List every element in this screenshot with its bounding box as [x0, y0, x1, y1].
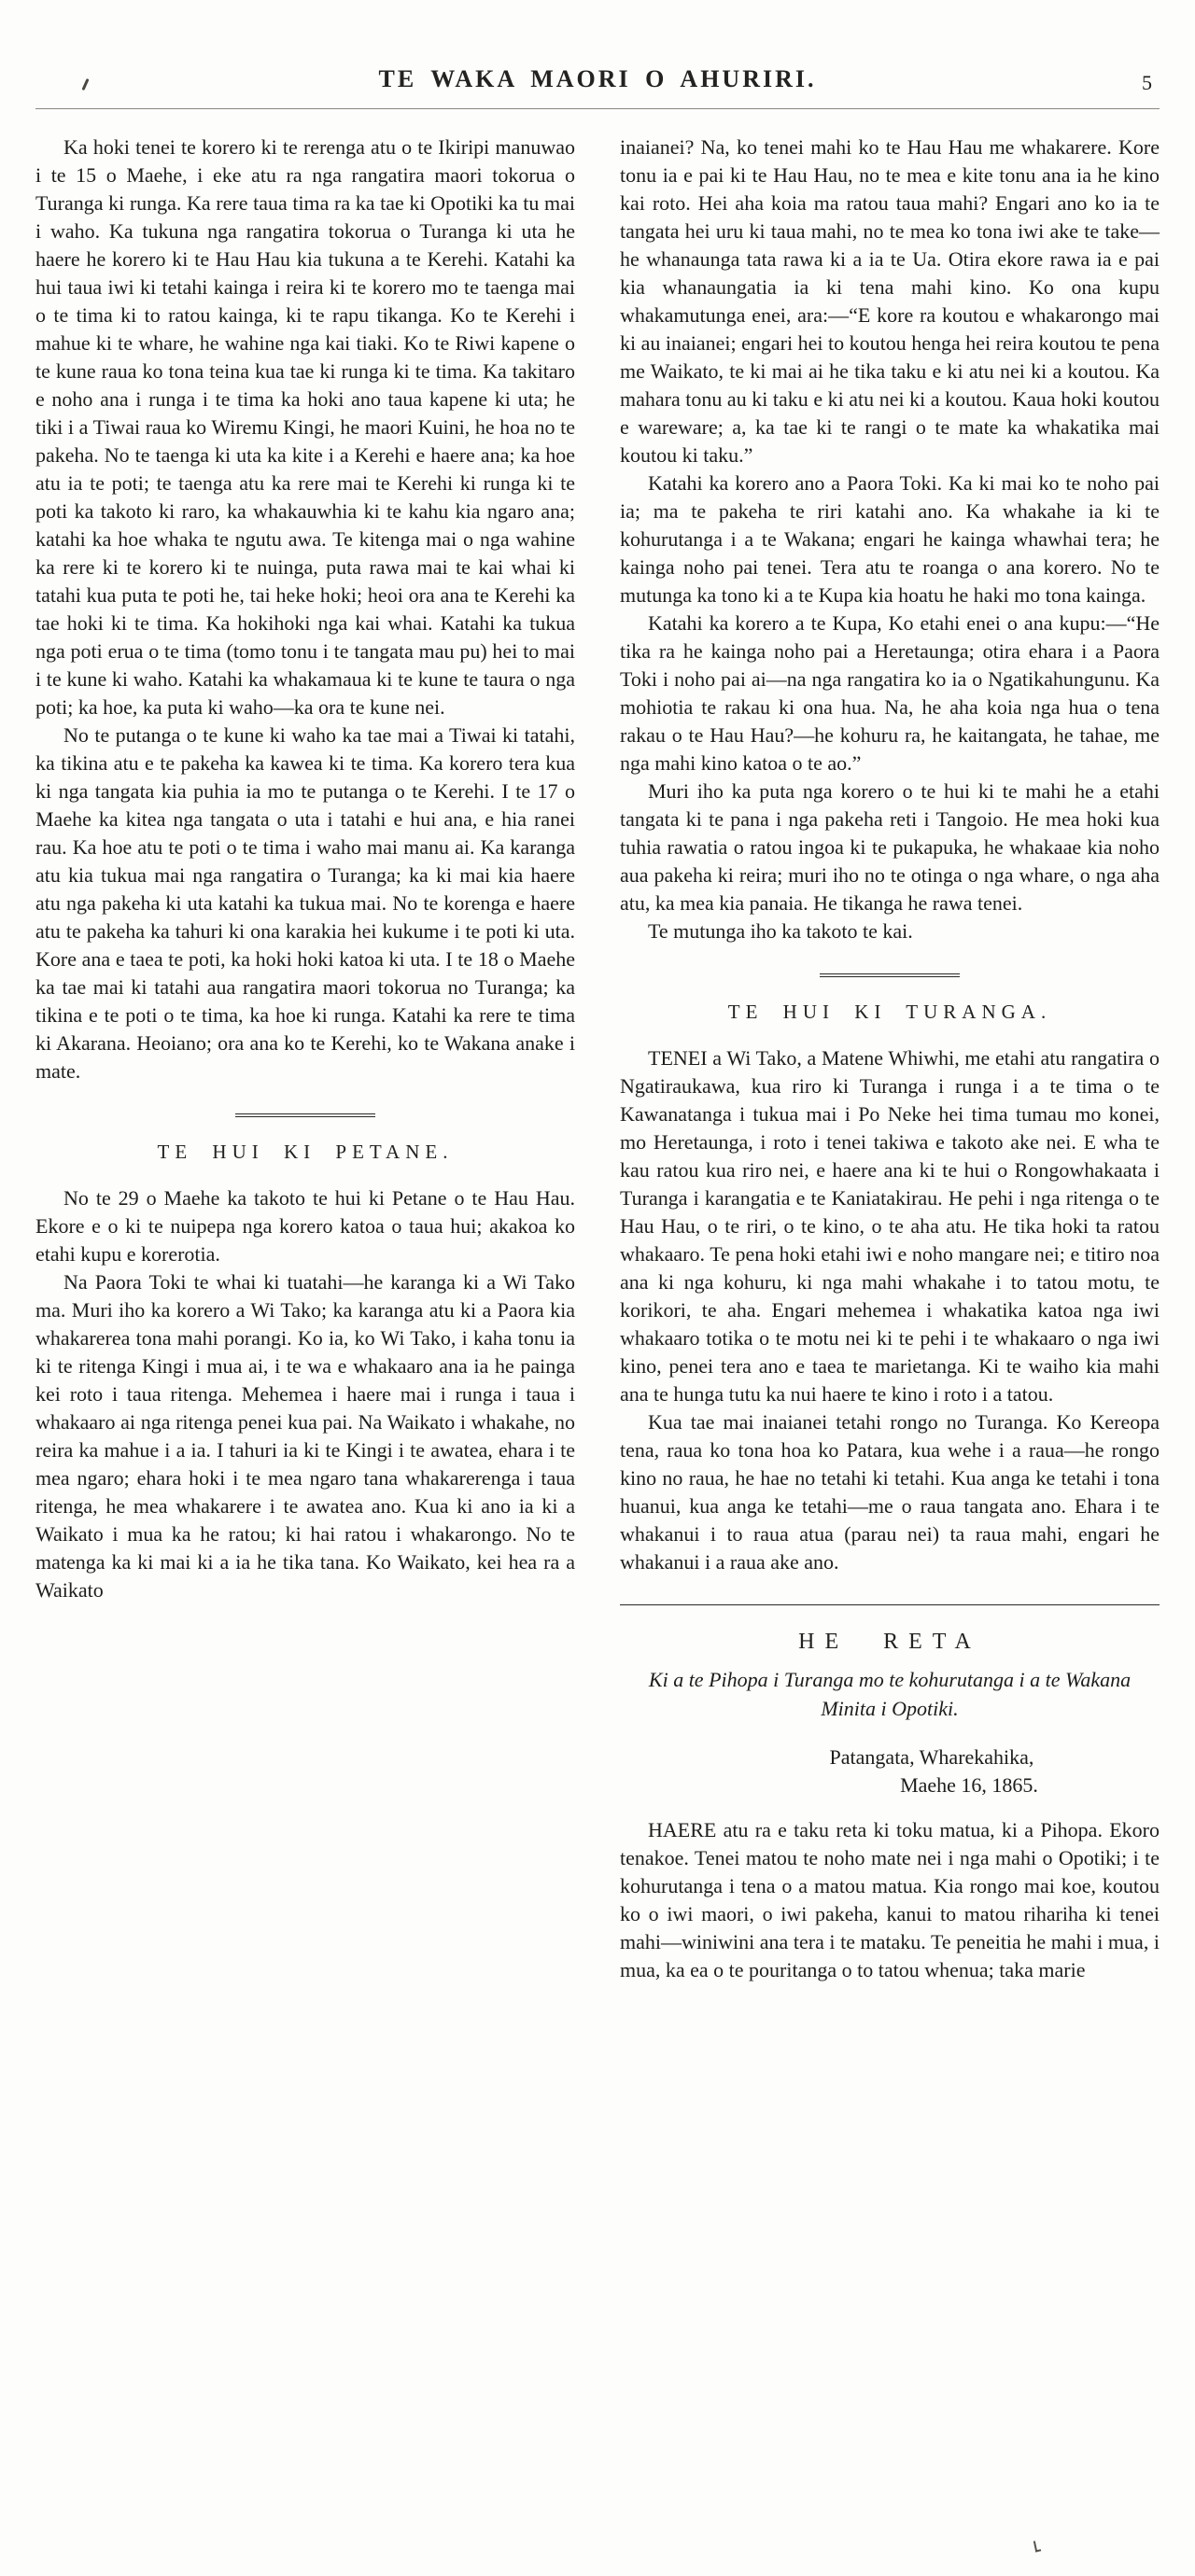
paragraph: No te putanga o te kune ki waho ka tae mai a Tiwai ki tatahi, ka tikina atu e te pakeha ka kawea ki te tima. Ka korero tera kua ki nga tangata kia puhia ia mo te putanga o te Kerehi. I te 17 o Maehe ka kitea nga tangata o uta i tatahi e hui ana, e hia ranei rau. Ka hoe atu te poti o te tima i waho mai manu ai. Ka karanga atu kia tukua mai nga rangatira o Turanga; ka ki mai kia haere atu nga pakeha ki uta katahi ka tukua mai. No te korenga e haere atu te pakeha ka tahuri ki ona karakia hei kukume i te poti ki uta. Kore ana e taea te poti, ka hoki hoki katoa ki uta. I te 18 o Maehe ka tae mai ki tatahi aua rangatira maori tokorua no Turanga; ka tikina e te poti o te tima, ka hoe ki runga. Katahi ka rere te tima ki Akarana. Heoiano; ora ana ko te Kerehi, ko te Wakana anake i mate.	[35, 723, 575, 1083]
paragraph: Muri iho ka puta nga korero o te hui ki te mahi he a etahi tangata ki te pana i nga pakeha reti i Tangoio. He mea hoki kua tuhia rawatia o ratou ingoa ki te pukapuka, he whakaae kia noho aua pakeha ki reira; muri iho no te otinga o nga whare, o nga aha atu, ka mea kia panaia. He tikanga he rawa tenei.	[620, 779, 1160, 915]
paragraph: Ka hoki tenei te korero ki te rerenga atu o te Ikiripi manuwao i te 15 o Maehe, i eke atu ra nga rangatira maori tokorua o Turanga ki runga. Ka rere taua tima ra ka tae ki Opotiki ka tu mai i waho. Ka tukuna nga rangatira tokorua o Turanga ki uta he haere he korero ki te Hau Hau kia tukuna a te Kerehi. Katahi ka hui taua iwi ki tetahi kainga i reira ki te korero mo te taenga mai o te tima ki to ratou kainga, ki te rapu tikanga. Ko te Kerehi i mahue ki te whare, he wahine nga kai tiaki. Ko te Riwi kapene o te kune raua ko tona teina kua tae ki runga ki te tima. Ka takitaro e noho ana i runga i te tima ka hoki ano taua kapene ki uta; he tiki i a Tiwai raua ko Wiremu Kingi, he maori Kuini, he hoa no te pakeha. No te taenga ki uta ka kite i a Kerehi e haere ana; ka hoe atu ia te poti; te taenga atu ka rere mai te Kerehi ki runga ki te poti ka takoto ki raro, ka whakauwhia ki te kahu kia ngaro ana; katahi ka hoe whaka te ngutu awa. Te kitenga mai o nga wahine ka rere ki te korero ki te nuinga, puta rawa mai te kai whai ki tatahi kua puta te poti he, tai heke hoki; heoi ora ana te Kerehi ka tae hoki ki te tima. Ka hokihoki nga kai whai. Katahi ka tukua nga poti erua o te tima (tomo tonu i te tangata mau pu) hei to mai i te kune ki waho. Katahi ka whakamaua ki te kune te taura o nga poti; ka hoe, ka puta ki waho—ka ora te kune nei.	[35, 135, 575, 719]
paragraph: Na Paora Toki te whai ki tuatahi—he karanga ki a Wi Tako ma. Muri iho ka korero a Wi Tako; ka karanga atu ki a Paora kia whakarerea tona mahi porangi. Ko ia, ko Wi Tako, i kaha tonu ia ki te ritenga Kingi i mua ai, i te wa e whakaaro ana ia he painga kei roto i taua ritenga. Mehemea i haere mai i runga i taua i whakaaro ai nga ritenga penei kua pai. Na Waikato i whakahe, no reira ka mahue i a ia. I tahuri ia ki te Kingi i te awatea, ehara i te mea ngaro; ehara hoki i te mea ngaro tana whakarerenga i taua ritenga, he mea whakarere i te awatea ano. Kua ki ano ia ki a Waikato i mua ka he ratou; ki hai ratou i whakarongo. No te matenga ka ki mai ki a ia he tika tana. Ko Waikato, kei hea ra a Waikato	[35, 1270, 575, 1602]
page-number: 5	[1142, 71, 1152, 94]
article-divider	[620, 1604, 1160, 1605]
paragraph: No te 29 o Maehe ka takoto te hui ki Petane o te Hau Hau. Ekore e o ki te nuipepa nga korero katoa o taua hui; akakoa ko etahi kupu e korerotia.	[35, 1186, 575, 1266]
section-heading-petane: TE HUI KI PETANE.	[157, 1141, 454, 1163]
paragraph: Kua tae mai inaianei tetahi rongo no Turanga. Ko Kereopa tena, raua ko tona hoa ko Patara, kua wehe i a raua—he rongo kino no raua, he hae no tetahi ki tetahi. Kua anga ke tetahi i tona huanui, kua anga ke tetahi—me o raua tangata ano. Ehara i te whakanui i to raua atua (parau nei) ta raua mahi, engari he whakanui i a raua ake ano.	[620, 1410, 1160, 1574]
page-title: TE WAKA MAORI O AHURIRI.	[378, 65, 817, 92]
paragraph: TENEI a Wi Tako, a Matene Whiwhi, me etahi atu rangatira o Ngatiraukawa, kua riro ki Turanga i runga i a te tima o te Kawanatanga i tukua mai i Po Neke hei tima tumau mo konei, mo Heretaunga, i roto i tenei takiwa e takoto ake nei. E wha te kau ratou kua riro nei, e haere ana ki te hui o Rongowhakaata i Turanga i karangatia e te Kaniatakirau. He pehi i nga ritenga o te Hau Hau, o te riri, o te kino, o te aha atu. He tika hoki ta ratou whakaaro. Te pena hoki etahi iwi e noho mangare nei; e titiro noa ana ki nga kohuru, ki nga mahi whakahe i to tatou motu, te korikori, te aha. Engari mehemea i whakatika katoa nga iwi whakaaro totika o te motu nei ki te pehi i te whakaaro o nga iwi kino, penei tera ano e taea te marietanga. Ki te waiho kia mahi ana te hunga tutu ka nui haere te kino i roto i a tatou.	[620, 1046, 1160, 1406]
dateline-date: Maehe 16, 1865.	[900, 1773, 1038, 1797]
header-rule	[35, 108, 1160, 109]
section-divider	[820, 973, 960, 977]
paragraph: Te mutunga iho ka takoto te kai.	[648, 919, 913, 943]
section-divider	[235, 1113, 375, 1117]
right-column	[620, 133, 1160, 1984]
left-column	[35, 133, 575, 1984]
letter-body-paragraph: HAERE atu ra e taku reta ki toku matua, ki a Pihopa. Ekoro tenakoe. Tenei matou te noho mate nei i nga mahi o Opotiki; i te kohurutanga i tena o a matou matua. Kia rongo mai koe, koutou ko o iwi maori, o iwi pakeha, kanui to matou rihariha ki tenei mahi—winiwini ana tera i te mataku. Te peneitia he mahi i mua, i mua, ka ea o te pouritanga o to tatou whenua; taka marie	[620, 1818, 1160, 1981]
page-header	[35, 65, 1160, 106]
section-heading-turanga: TE HUI KI TURANGA.	[727, 1001, 1052, 1023]
ink-mark-bottom	[1033, 2541, 1041, 2553]
paragraph-continuation: inaianei? Na, ko tenei mahi ko te Hau Hau me whakarere. Kore tonu ia e pai ki te Hau Hau, no te mea e kite tonu ana ia he kino kai roto. Hei aha koia ma ratou taua mahi? Engari ano ko ia te tangata hei uru ki taua mahi, no te mea ko tona iwi ake te take—he whanaunga tata rawa ki a ia te Ua. Otira ekore rawa ia e pai kia whanaungatia ia ki tena mahi kino. Ko ona kupu whakamutunga enei, ara:—“E kore ra koutou e whakarongo mai ki au inaianei; engari hei to koutou henga hei reira koutou te pena me Waikato, te ki mai ai he tika taku e ki atu nei ki a koutou. Ka mahara tonu au ki taku e ki atu nei ki a koutou. Kaua hoki koutou e wareware; a, ka tae ki te rangi o te mate ka whakatika mai koutou ki taku.”	[620, 135, 1160, 467]
paragraph: Katahi ka korero a te Kupa, Ko etahi enei o ana kupu:—“He tika ra he kainga noho pai a Heretaunga; otira ehara i a Paora Toki i noho pai ai—na nga rangatira ko ia o Ngatikahungunu. Ka mohiotia te rakau ki ona hua. Na, he aha koia nga hua o tena rakau o te Hau Hau?—he kohuru ra, he kaitangata, he tahae, me nga mahi kino katoa o te ao.”	[620, 611, 1160, 775]
letter-dateline	[620, 1743, 1160, 1799]
columns	[35, 133, 1160, 1984]
dateline-place: Patangata, Wharekahika,	[829, 1745, 1034, 1769]
letter-subtitle: Ki a te Pihopa i Turanga mo te kohurutanga i a te Wakana Minita i Opotiki.	[648, 1668, 1132, 1720]
section-heading-he-reta: HE RETA	[798, 1630, 981, 1654]
paragraph: Katahi ka korero ano a Paora Toki. Ka ki mai ko te noho pai ia; ma te pakeha te riri katahi ano. Ka whakahe ia ki te kohurutanga i a te Wakana; engari he kainga whawhai tera; he kainga noho pai tenei. Tera atu te roanga o ana korero. No te mutunga ka tono ki a te Kupa kia hoatu he haki mo tona kainga.	[620, 471, 1160, 607]
